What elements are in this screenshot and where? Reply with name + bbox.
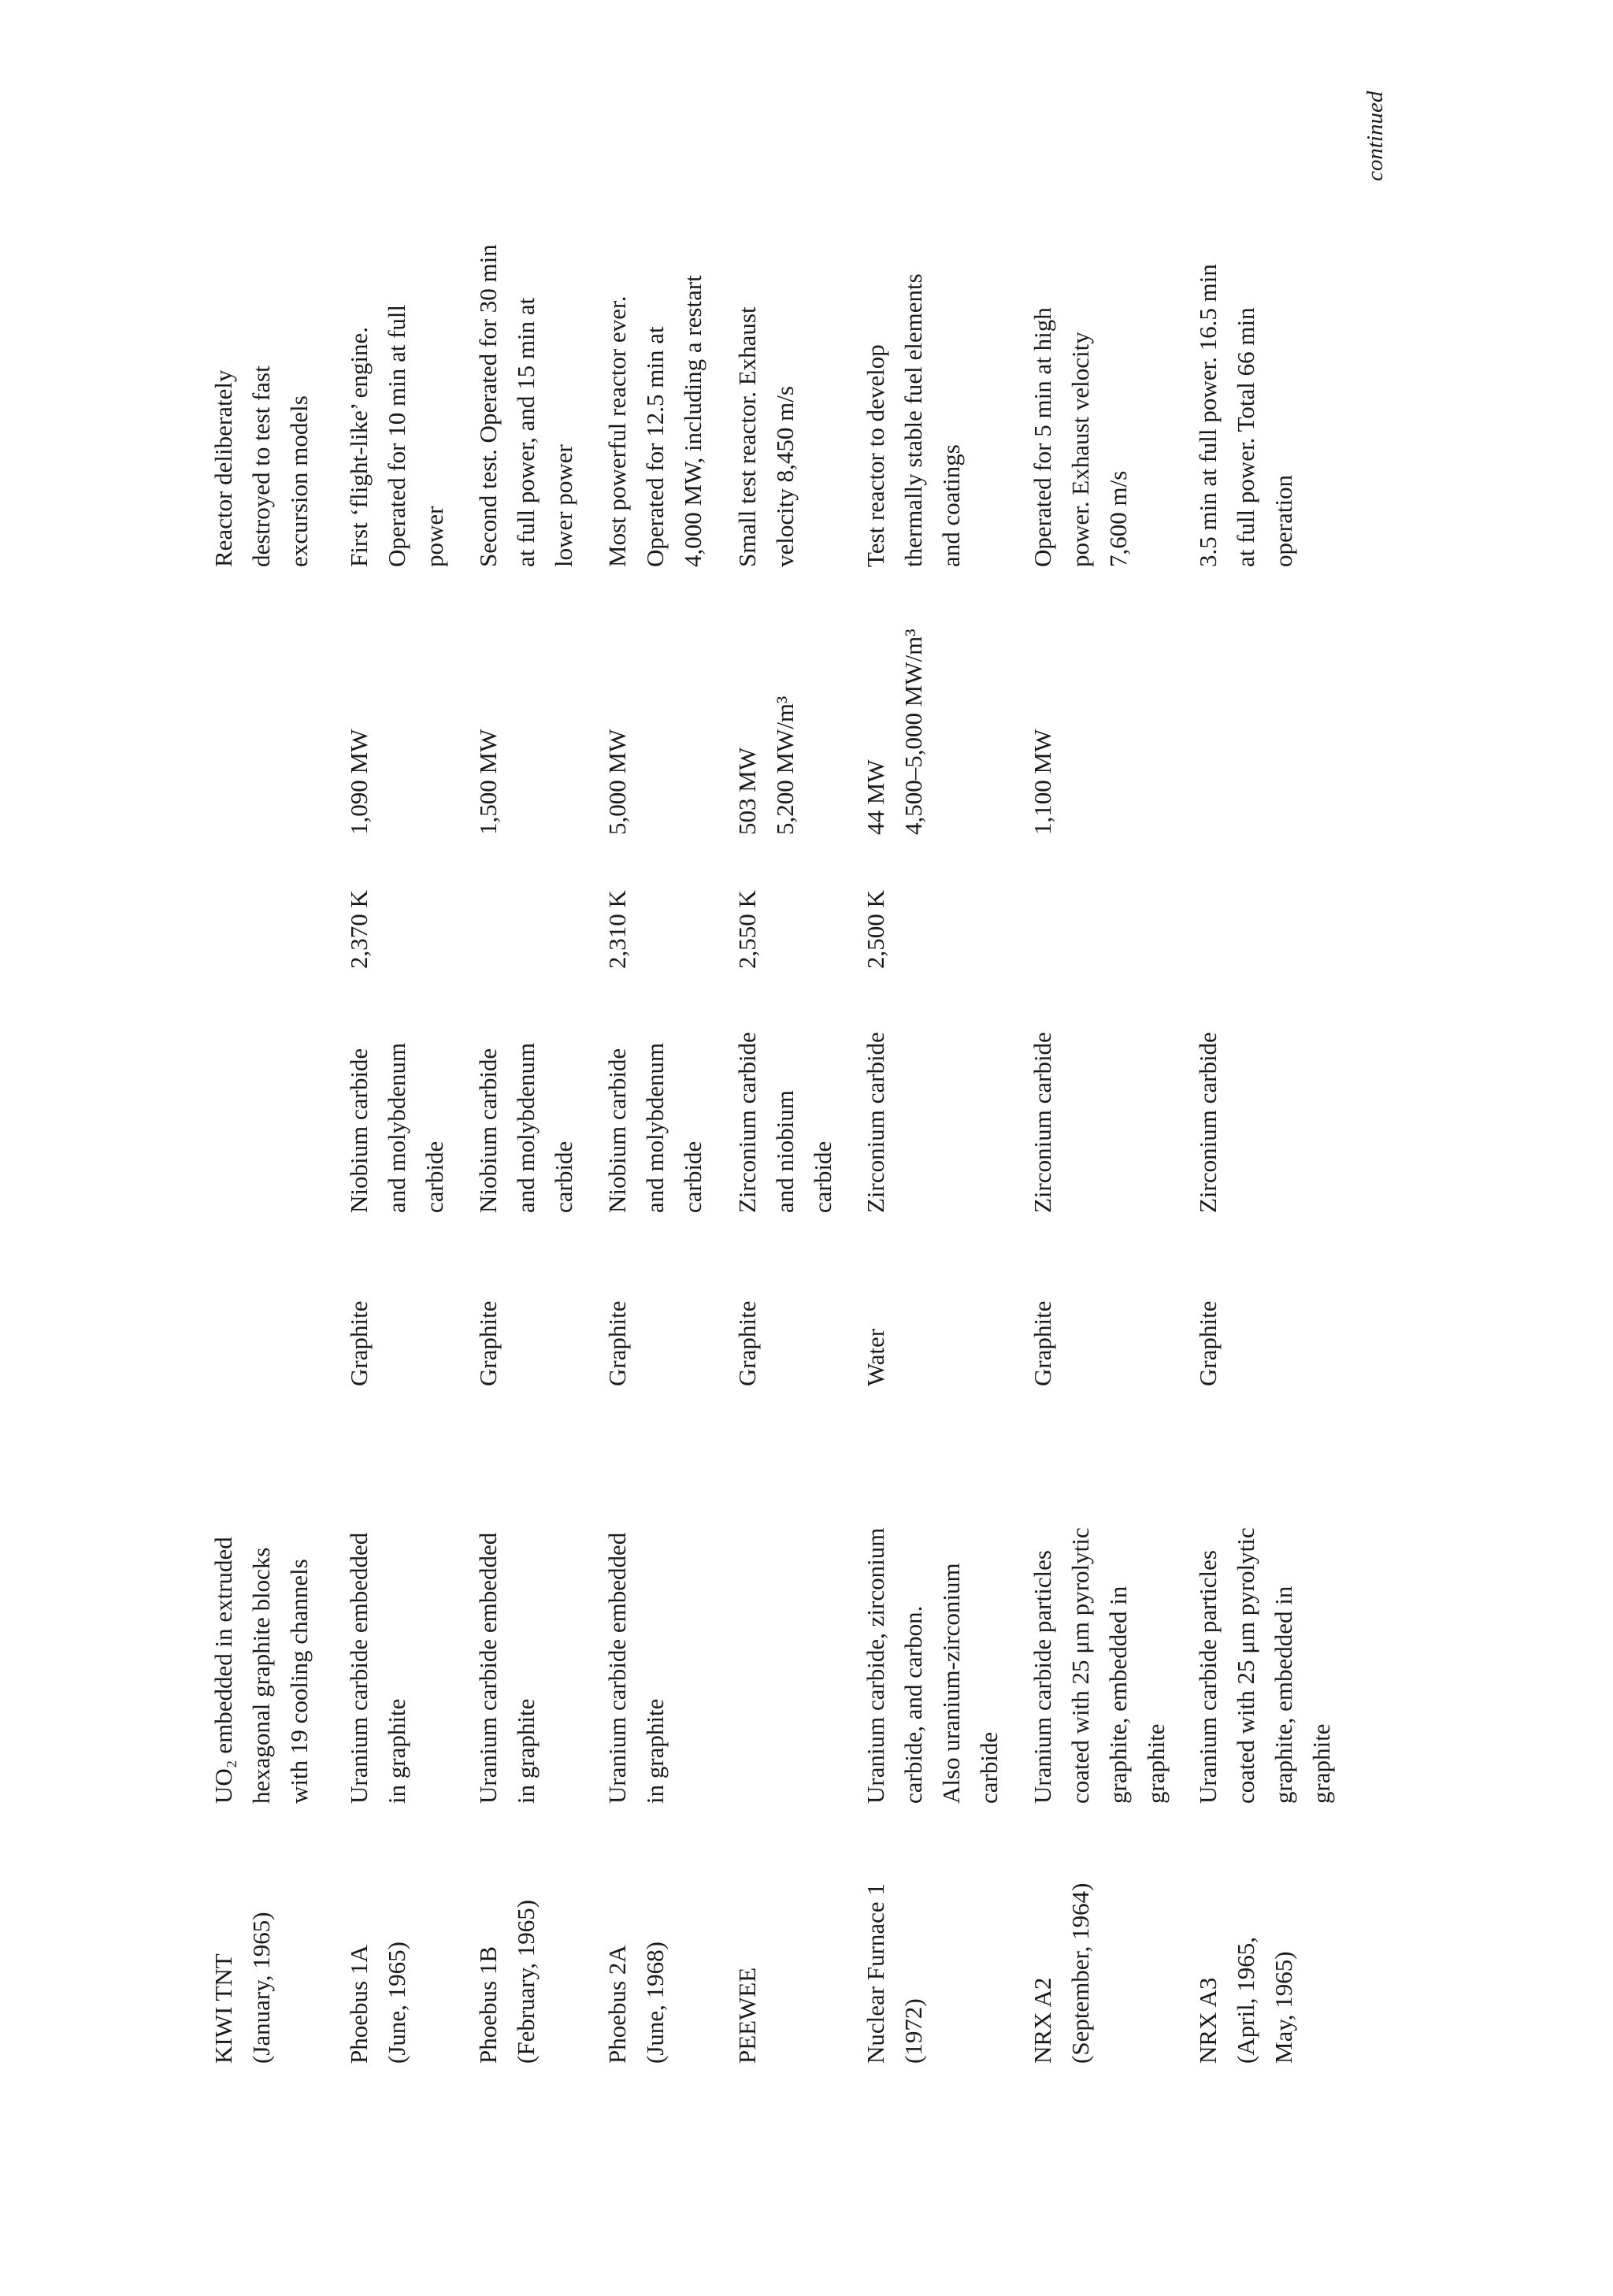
temperature-cell — [729, 811, 766, 969]
cell-line: First ‘flight-like’ engine. — [345, 326, 373, 567]
coating-cell — [729, 1000, 842, 1213]
cell-line: Nuclear Furnace 1 — [862, 1883, 889, 2064]
notes-cell — [205, 173, 318, 567]
cell-line: carbide — [679, 1141, 706, 1213]
cell-line: and molybdenum — [512, 1042, 540, 1213]
reactor-name-cell — [857, 1812, 933, 2064]
power-cell — [599, 583, 636, 835]
reactor-name-cell — [1024, 1812, 1099, 2064]
power-cell — [340, 583, 378, 835]
cell-line: in graphite — [512, 1698, 540, 1804]
cell-line: Niobium carbide — [345, 1048, 373, 1213]
cell-line: 1,090 MW — [345, 729, 373, 835]
cell-line: 5,200 MW/m³ — [771, 695, 799, 835]
cell-line: Operated for 5 min at high — [1029, 307, 1056, 567]
cell-line: carbide, and carbon. — [899, 1605, 927, 1804]
cell-line: Water — [862, 1328, 889, 1386]
cell-line: Uranium carbide embedded — [345, 1532, 373, 1804]
cell-line: and molybdenum — [641, 1042, 669, 1213]
cell-line: 4,500–5,000 MW/m³ — [899, 629, 927, 835]
reactor-name-cell — [340, 1812, 416, 2064]
temperature-cell — [340, 811, 378, 969]
cell-line: Uranium carbide, zirconium — [862, 1527, 889, 1804]
cell-line: Phoebus 1A — [345, 1945, 373, 2064]
moderator-cell — [857, 1244, 895, 1386]
moderator-cell — [1024, 1244, 1062, 1386]
cell-line: excursion models — [285, 395, 313, 567]
notes-cell — [857, 173, 970, 567]
notes-cell — [729, 173, 804, 567]
cell-line: operation — [1270, 474, 1297, 567]
cell-line: 2,370 K — [345, 890, 373, 969]
notes-cell — [1189, 173, 1303, 567]
continued-label: continued — [1363, 91, 1388, 181]
cell-line: KIWI TNT — [210, 1953, 237, 2064]
cell-line: Most powerful reactor ever. — [603, 295, 631, 567]
cell-line: 4,000 MW, including a restart — [679, 275, 706, 567]
cell-line: (April, 1965, — [1232, 1936, 1259, 2064]
cell-line: at full power, and 15 min at — [512, 297, 540, 567]
cell-line: in graphite — [383, 1698, 410, 1804]
moderator-cell — [599, 1244, 636, 1386]
cell-line: May, 1965) — [1270, 1951, 1297, 2064]
power-cell — [857, 583, 933, 835]
cell-line: 3.5 min at full power. 16.5 min — [1194, 264, 1222, 567]
notes-cell — [599, 173, 712, 567]
power-cell — [469, 583, 507, 835]
moderator-cell — [469, 1244, 507, 1386]
cell-line: Also uranium-zirconium — [937, 1563, 965, 1804]
cell-line: Operated for 12.5 min at — [641, 326, 669, 567]
fuel-cell — [1024, 1434, 1175, 1804]
cell-line: Zirconium carbide — [1029, 1032, 1056, 1213]
cell-line: (June, 1968) — [641, 1942, 669, 2064]
temperature-cell — [857, 811, 895, 969]
cell-line: 5,000 MW — [603, 729, 631, 835]
fuel-cell — [340, 1434, 416, 1804]
cell-line: coated with 25 μm pyrolytic — [1232, 1527, 1259, 1804]
cell-line: 503 MW — [733, 747, 761, 835]
fuel-cell — [857, 1434, 1008, 1804]
cell-line: Zirconium carbide — [862, 1032, 889, 1213]
cell-line: 7,600 m/s — [1104, 470, 1132, 567]
cell-line: Uranium carbide particles — [1029, 1550, 1056, 1804]
moderator-cell — [729, 1244, 766, 1386]
cell-line: Reactor deliberately — [210, 369, 237, 567]
cell-line: PEEWEE — [733, 1967, 761, 2064]
power-cell — [729, 583, 804, 835]
cell-line: 2,550 K — [733, 890, 761, 969]
fuel-cell — [599, 1434, 674, 1804]
reactor-name-cell — [729, 1812, 766, 2064]
cell-line: 1,100 MW — [1029, 729, 1056, 835]
cell-line: lower power — [550, 444, 577, 567]
cell-line: Test reactor to develop — [862, 344, 889, 567]
cell-line: Graphite — [603, 1300, 631, 1386]
cell-line: graphite — [1307, 1723, 1335, 1804]
temperature-cell — [599, 811, 636, 969]
cell-line: Phoebus 1B — [474, 1946, 502, 2064]
cell-line: Zirconium carbide — [733, 1032, 761, 1213]
cell-line: graphite — [1142, 1723, 1170, 1804]
cell-line: carbide — [550, 1141, 577, 1213]
cell-line: and coatings — [937, 444, 965, 567]
cell-line: thermally stable fuel elements — [899, 273, 927, 567]
cell-line: NRX A2 — [1029, 1977, 1056, 2064]
cell-line: UO₂ embedded in extruded — [210, 1537, 237, 1804]
rotated-table — [205, 91, 1433, 2064]
cell-line: Uranium carbide particles — [1194, 1550, 1222, 1804]
fuel-cell — [469, 1434, 545, 1804]
cell-line: with 19 cooling channels — [285, 1559, 313, 1804]
notes-cell — [469, 173, 583, 567]
cell-line: velocity 8,450 m/s — [771, 386, 799, 567]
cell-line: (June, 1965) — [383, 1942, 410, 2064]
coating-cell — [599, 1000, 712, 1213]
cell-line: Uranium carbide embedded — [603, 1532, 631, 1804]
cell-line: Niobium carbide — [474, 1048, 502, 1213]
cell-line: (September, 1964) — [1066, 1882, 1094, 2064]
cell-line: power. Exhaust velocity — [1066, 332, 1094, 567]
coating-cell — [1024, 1000, 1062, 1213]
cell-line: 1,500 MW — [474, 729, 502, 835]
cell-line: Phoebus 2A — [603, 1945, 631, 2064]
cell-line: at full power. Total 66 min — [1232, 307, 1259, 567]
cell-line: in graphite — [641, 1698, 669, 1804]
notes-cell — [1024, 173, 1137, 567]
cell-line: Second test. Operated for 30 min — [474, 244, 502, 567]
cell-line: (1972) — [899, 1998, 927, 2064]
cell-line: Graphite — [733, 1300, 761, 1386]
coating-cell — [340, 1000, 454, 1213]
cell-line: Graphite — [1029, 1300, 1056, 1386]
cell-line: 2,500 K — [862, 890, 889, 969]
moderator-cell — [340, 1244, 378, 1386]
coating-cell — [469, 1000, 583, 1213]
cell-line: 44 MW — [862, 759, 889, 835]
cell-line: and molybdenum — [383, 1042, 410, 1213]
cell-line: Zirconium carbide — [1194, 1032, 1222, 1213]
cell-line: Graphite — [474, 1300, 502, 1386]
reactor-name-cell — [469, 1812, 545, 2064]
cell-line: Graphite — [345, 1300, 373, 1386]
cell-line: and niobium — [771, 1090, 799, 1213]
cell-line: Uranium carbide embedded — [474, 1532, 502, 1804]
cell-line: NRX A3 — [1194, 1977, 1222, 2064]
cell-line: (January, 1965) — [247, 1912, 275, 2064]
cell-line: Small test reactor. Exhaust — [733, 306, 761, 567]
reactor-name-cell — [205, 1812, 280, 2064]
cell-line: graphite, embedded in — [1104, 1586, 1132, 1804]
cell-line: graphite, embedded in — [1270, 1586, 1297, 1804]
reactor-name-cell — [1189, 1812, 1303, 2064]
cell-line: Graphite — [1194, 1300, 1222, 1386]
notes-cell — [340, 173, 454, 567]
cell-line: carbide — [421, 1141, 448, 1213]
cell-line: destroyed to test fast — [247, 365, 275, 567]
cell-line: carbide — [809, 1141, 836, 1213]
cell-line: Operated for 10 min at full — [383, 304, 410, 567]
cell-line: 2,310 K — [603, 890, 631, 969]
cell-line: Niobium carbide — [603, 1048, 631, 1213]
cell-line: hexagonal graphite blocks — [247, 1547, 275, 1804]
fuel-cell — [1189, 1434, 1340, 1804]
cell-line: coated with 25 μm pyrolytic — [1066, 1527, 1094, 1804]
coating-cell — [857, 1000, 895, 1213]
reactor-name-cell — [599, 1812, 674, 2064]
moderator-cell — [1189, 1244, 1227, 1386]
power-cell — [1024, 583, 1062, 835]
cell-line: carbide — [975, 1731, 1003, 1804]
cell-line: power — [421, 506, 448, 567]
cell-line: (February, 1965) — [512, 1899, 540, 2064]
fuel-cell — [205, 1434, 318, 1804]
coating-cell — [1189, 1000, 1227, 1213]
